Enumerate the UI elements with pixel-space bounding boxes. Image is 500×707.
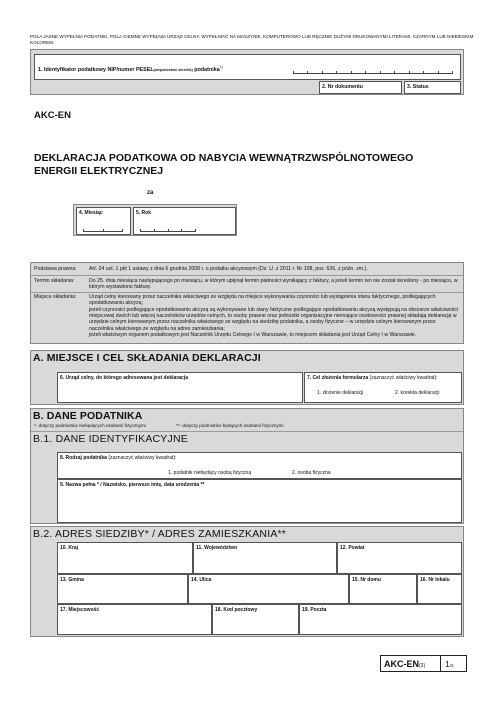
voivodeship-field[interactable]: [193, 542, 337, 574]
customs-office-field[interactable]: [57, 372, 303, 403]
period-za: za: [147, 190, 154, 196]
field9-label: 9. Nazwa pełna * / Nazwisko, pierwsze imię, data urodzenia **: [60, 482, 205, 488]
basis-label: Podstawa prawna:: [34, 266, 77, 272]
county-field[interactable]: [337, 542, 462, 574]
place-text-3: jeżeli właściwym organem podatkowym jest Naczelnik Urzędu Celnego I w Warszawie, to miejscem składania jest Urząd Celny I w Warszawie.: [89, 332, 417, 338]
month-field[interactable]: [76, 207, 131, 235]
section-a: [30, 350, 464, 405]
full-name-field[interactable]: [57, 479, 462, 523]
section-a-title: A. MIEJSCE I CEL SKŁADANIA DEKLARACJI: [33, 352, 261, 364]
year-field[interactable]: [133, 207, 236, 235]
deadline-text: Do 25. dnia miesiąca następującego po miesiącu, w którym upłynął termin płatności wynikający z faktury, a jeżeli termin ten nie został określony - po miesiącu, w którym wystawiono fakturę.: [89, 278, 458, 291]
field7-label: 7. Cel złożenia formularza (zaznaczyć właściwy kwadrat):: [307, 375, 438, 381]
field10-label: 10. Kraj: [60, 545, 79, 551]
option-correction[interactable]: 2. korekta deklaracji: [395, 390, 440, 396]
postal-code-field[interactable]: [212, 604, 299, 635]
page-number: 1/2: [445, 659, 454, 669]
option-non-natural-person[interactable]: 1. podatnik niebędący osobą fizyczną: [168, 470, 252, 476]
month-label: 4. Miesiąc: [79, 210, 103, 216]
section-b1-title: B.1. DANE IDENTYFIKACYJNE: [33, 433, 188, 445]
place-text-1: Urząd celny kierowany przez naczelnika właściwego ze względu na miejsce wykonywania czynności lub wystąpienia stanu faktycznego, podlegających opodatkowaniu akcyzą;: [89, 294, 436, 307]
footer-divider: [440, 656, 441, 672]
legal-divider: [31, 292, 463, 293]
place-text-2: jeżeli czynności podlegające opodatkowaniu akcyzą są wykonywane lub stany faktyczne podlegające opodatkowaniu akcyzą występują na obszarze właściwości miejscowej dwóch lub więcej naczelników urzędów celnych, to osoby prawne oraz jednostki organizacyjne niemające osobowości prawnej składają deklarację w urzędzie celnym kierowanym przez naczelnika właściwego ze względu na siedzibę podatnika, a osoby fizyczne – w urzędzie celnym kierowanym przez naczelnika właściwego ze względu na adres zamieszkania;: [89, 307, 459, 332]
period-block: [73, 204, 237, 236]
status-field: [404, 81, 461, 94]
section-b: [30, 408, 464, 524]
option-declaration[interactable]: 1. złożenie deklaracji: [317, 390, 364, 396]
field18-label: 18. Kod pocztowy: [215, 607, 258, 613]
street-field[interactable]: [188, 574, 349, 604]
month-digit-boxes: [83, 228, 123, 232]
deadline-label: Termin składania:: [34, 278, 75, 284]
field6-label: 6. Urząd celny, do którego adresowana jest deklaracja: [60, 375, 189, 381]
section-divider: [31, 431, 463, 432]
year-digit-boxes: [140, 228, 196, 232]
note-natural-persons: **- dotyczy podmiotów będących osobami fizycznymi: [176, 423, 284, 428]
field13-label: 13. Gmina: [60, 577, 84, 583]
section-b2: [30, 526, 464, 637]
nip-field[interactable]: [34, 54, 461, 80]
field12-label: 12. Powiat: [340, 545, 365, 551]
fill-instruction: POLA JASNE WYPEŁNIA PODATNIK, POLA CIEMNE WYPEŁNIA URZĄD CELNY. WYPEŁNIAĆ NA MASZYNIE, KOMPUTEROWO LUB RĘCZNIE DUŻYMI DRUKOWANYMI LITERAMI, CZARNYM LUB NIEBIESKIM KOLOREM.: [30, 34, 474, 45]
municipality-field[interactable]: [57, 574, 188, 604]
footer-badge: [380, 655, 467, 672]
field15-label: 15. Nr domu: [352, 577, 381, 583]
country-field[interactable]: [57, 542, 193, 574]
post-office-field[interactable]: [299, 604, 462, 635]
apartment-number-field[interactable]: [417, 574, 462, 604]
year-label: 5. Rok: [136, 210, 152, 216]
legal-divider: [31, 275, 463, 276]
city-field[interactable]: [57, 604, 212, 635]
field14-label: 14. Ulica: [191, 577, 212, 583]
note-legal-entities: *- dotyczy podmiotów niebędących osobami fizycznymi: [34, 423, 146, 428]
field19-label: 19. Poczta: [302, 607, 327, 613]
section-b-title: B. DANE PODATNIKA: [33, 410, 143, 422]
nip-label: 1. Identyfikator podatkowy NIP/numer PESEL(niepotrzebne skreślić) podatnika$^{1)}$: [38, 65, 223, 73]
option-natural-person[interactable]: 2. osoba fizyczna: [292, 470, 331, 476]
legal-info-block: [30, 262, 464, 344]
house-number-field[interactable]: [349, 574, 417, 604]
taxpayer-type-field: [57, 452, 462, 479]
nip-digit-boxes: [293, 70, 453, 74]
page-title: DEKLARACJA PODATKOWA OD NABYCIA WEWNĄTRZWSPÓLNOTOWEGO ENERGII ELEKTRYCZNEJ: [34, 152, 414, 178]
field17-label: 17. Miejscowość: [60, 607, 100, 613]
status-label: 3. Status: [407, 84, 429, 90]
field16-label: 16. Nr lokalu: [420, 577, 450, 583]
purpose-field: [304, 372, 462, 403]
footer-form-code: AKC-EN(3): [384, 659, 426, 669]
basis-text: Art. 24 ust. 1 pkt 1 ustawy z dnia 6 grudnia 2008 r. o podatku akcyzowym (Dz. U. z 2011 r. Nr 108, poz. 626, z późn. zm.).: [89, 266, 368, 272]
doc-number-field: [319, 81, 402, 94]
field8-label: 8. Rodzaj podatnika (zaznaczyć właściwy kwadrat):: [60, 455, 177, 461]
header-block: [30, 49, 464, 95]
section-b2-title: B.2. ADRES SIEDZIBY* / ADRES ZAMIESZKANIA**: [33, 528, 287, 540]
place-label: Miejsce składania:: [34, 294, 77, 300]
form-code: AKC-EN: [34, 110, 71, 121]
doc-number-label: 2. Nr dokumentu: [322, 84, 363, 90]
field11-label: 11. Województwo: [196, 545, 238, 551]
